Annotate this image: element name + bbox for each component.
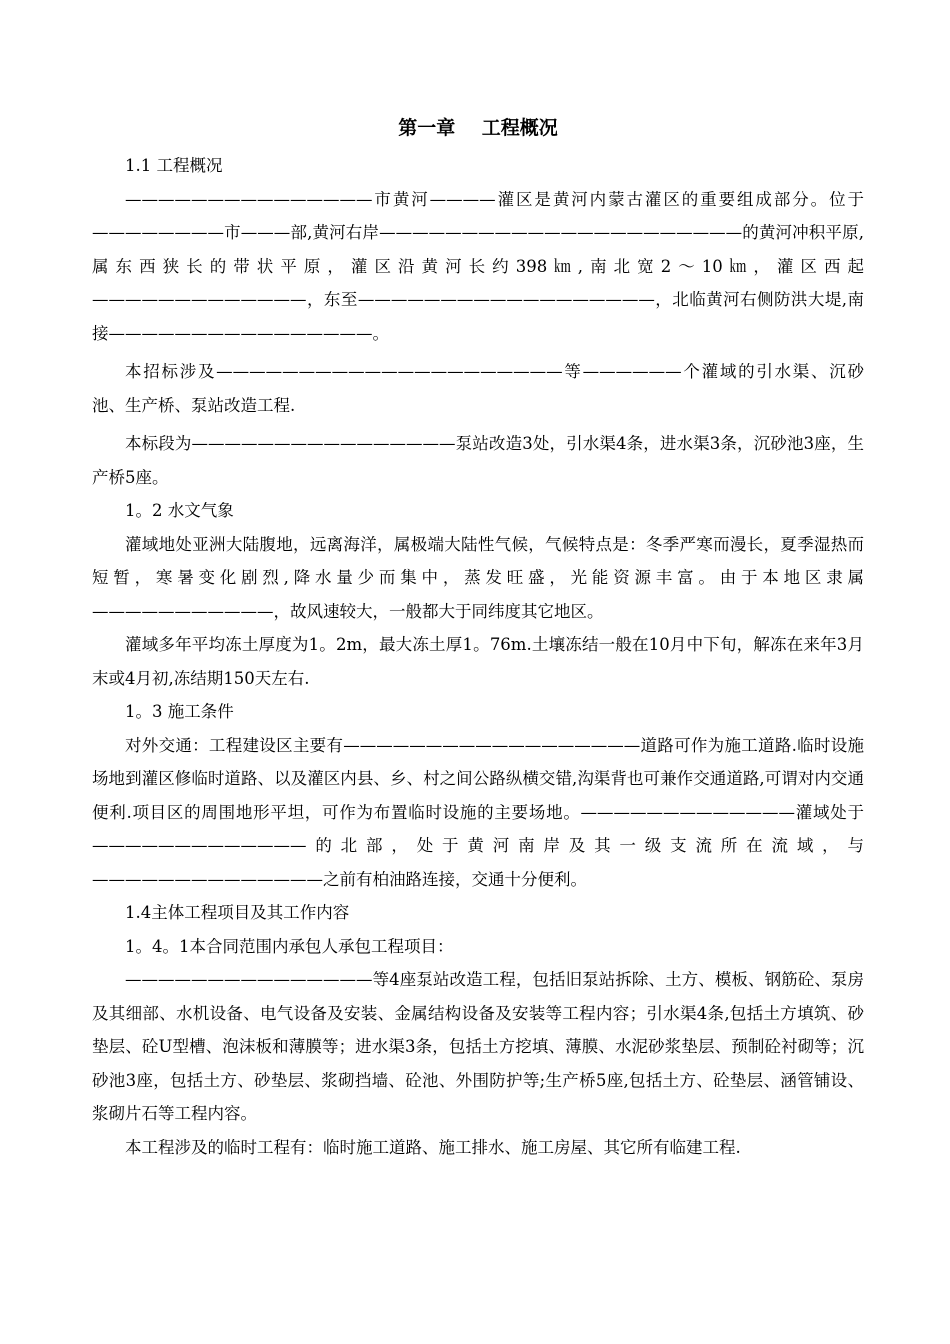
- section-heading-1-2: 1。2 水文气象: [125, 501, 234, 520]
- chapter-title: 第一章 工程概况: [398, 117, 558, 139]
- paragraph-frozen-soil: 灌域多年平均冻土厚度为1。2m，最大冻土厚1。76m.土壤冻结一般在10月中下旬，解冻在来年3月末或4月初,冻结期150天左右.: [92, 635, 864, 688]
- paragraph-section-scope: 本标段为————————————————泵站改造3处，引水渠4条，进水渠3条，沉砂池3座，生产桥5座。: [92, 434, 864, 487]
- section-heading-1-4-1: 1。4。1本合同范围内承包人承包工程项目：: [125, 936, 454, 956]
- document-body: [92, 149, 864, 1164]
- section-heading-1-1: 1.1 工程概况: [125, 156, 223, 175]
- paragraph-temporary-works: 本工程涉及的临时工程有：临时施工道路、施工排水、施工房屋、其它所有临建工程.: [125, 1137, 741, 1157]
- paragraph-contract-items: ———————————————等4座泵站改造工程，包括旧泵站拆除、土方、模板、钢筋砼、泵房及其细部、水机设备、电气设备及安装、金属结构设备及安装等工程内容；引水渠4条,包括土方填筑、砂垫层、砼U型槽、泡沫板和薄膜等；进水渠3条，包括土方挖填、薄膜、水泥砂浆垫层、预制砼衬砌等；沉砂池3座，包括土方、砂垫层、浆砌挡墙、砼池、外围防护等;生产桥5座,包括土方、砼垫层、涵管铺设、浆砌片石等工程内容。: [92, 970, 864, 1123]
- section-heading-1-3: 1。3 施工条件: [125, 702, 234, 721]
- paragraph-project-overview: ———————————————市黄河————灌区是黄河内蒙古灌区的重要组成部分。位于————————市———部,黄河右岸——————————————————————的黄河冲积平原,属东西狭长的带状平原，灌区沿黄河长约398㎞,南北宽2～10㎞，灌区西起—————————————，东至——————————————————，北临黄河右侧防洪大堤,南接————————————————。: [92, 189, 864, 343]
- paragraph-climate: 灌域地处亚洲大陆腹地，远离海洋，属极端大陆性气候，气候特点是：冬季严寒而漫长，夏季湿热而短暂，寒暑变化剧烈,降水量少而集中，蒸发旺盛，光能资源丰富。由于本地区隶属———————————，故风速较大，一般都大于同纬度其它地区。: [92, 534, 864, 621]
- section-heading-1-4: 1.4主体工程项目及其工作内容: [125, 903, 350, 922]
- paragraph-tender-scope: 本招标涉及—————————————————————等——————个灌域的引水渠、沉砂池、生产桥、泵站改造工程.: [92, 362, 864, 415]
- paragraph-traffic: 对外交通：工程建设区主要有——————————————————道路可作为施工道路.临时设施场地到灌区修临时道路、以及灌区内县、乡、村之间公路纵横交错,沟渠背也可兼作交通道路,可谓对内交通便利.项目区的周围地形平坦，可作为布置临时设施的主要场地。—————————————灌域处于—————————————的北部，处于黄河南岸及其一级支流所在流域，与——————————————之前有柏油路连接，交通十分便利。: [92, 735, 864, 889]
